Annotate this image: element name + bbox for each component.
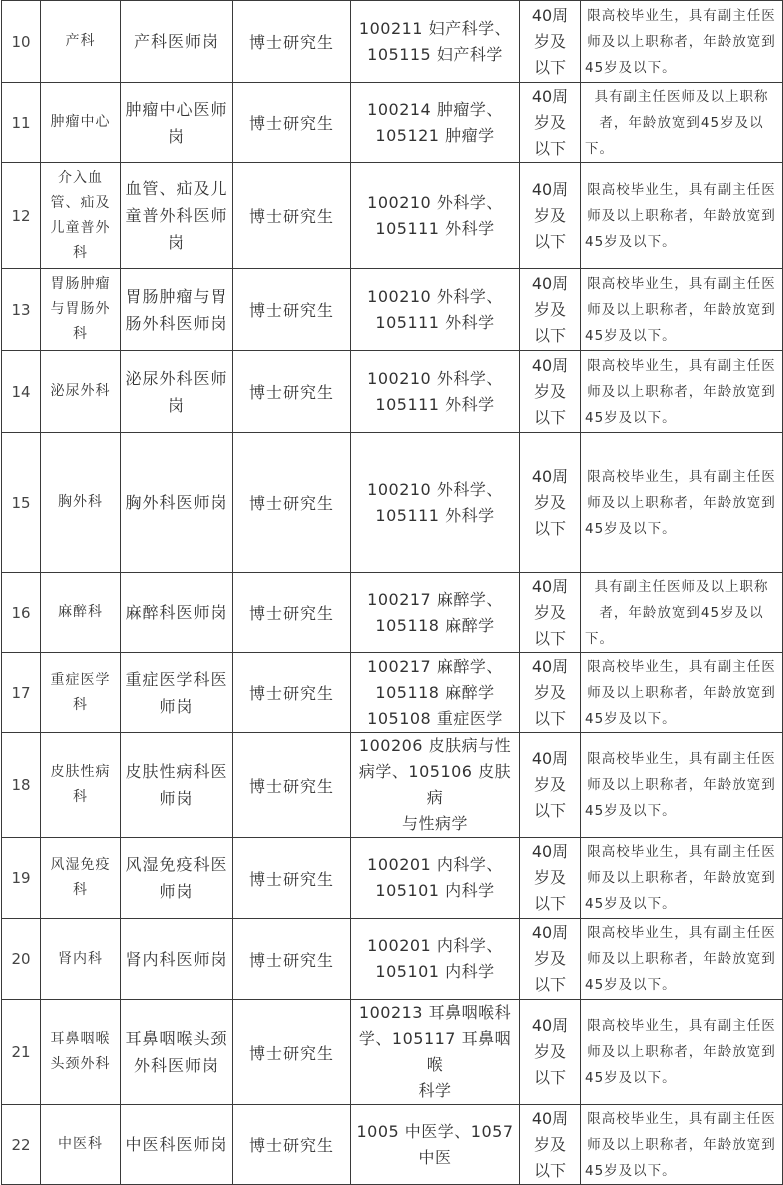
position-name-cell: [121, 1, 233, 83]
age-requirement-cell: [520, 573, 581, 653]
education-requirement-cell: [233, 351, 351, 433]
major-requirement-cell: [351, 733, 520, 838]
position-name: 血管、疝及儿童普外科医师岗: [125, 179, 228, 252]
row-number-cell: [2, 653, 41, 733]
education-requirement: 博士研究生: [248, 207, 334, 226]
department-name: 肾内科: [58, 950, 103, 967]
major-requirement: 100217 麻醉学、 105118 麻醉学: [367, 589, 503, 635]
position-name: 胃肠肿瘤与胃肠外科医师岗: [125, 286, 228, 333]
major-requirement-cell: [351, 1, 520, 83]
department-name-cell: [41, 733, 121, 838]
major-requirement-cell: [351, 1105, 520, 1185]
position-name: 肾内科医师岗: [125, 949, 228, 969]
position-name: 胸外科医师岗: [125, 493, 228, 512]
department-name-cell: [41, 838, 121, 919]
position-name: 皮肤性病科医师岗: [125, 762, 228, 808]
row-number-cell: [2, 351, 41, 433]
education-requirement: 博士研究生: [248, 776, 334, 796]
age-requirement-cell: [520, 1000, 581, 1105]
row-number: 20: [11, 950, 31, 968]
remarks: 限高校毕业生，具有副主任医师及以上职称者，年龄放宽到45岁及以下。: [585, 357, 776, 426]
education-requirement-cell: [233, 163, 351, 269]
table-row: [2, 1000, 783, 1105]
department-name: 皮肤性病科: [50, 764, 111, 805]
remarks: 限高校毕业生，具有副主任医师及以上职称者，年龄放宽到45岁及以下。: [585, 844, 776, 912]
position-name: 中医科医师岗: [125, 1135, 228, 1154]
table-row: [2, 733, 783, 838]
department-name: 麻醉科: [58, 604, 103, 620]
row-number-cell: [2, 1105, 41, 1185]
row-number-cell: [2, 919, 41, 1000]
age-requirement-cell: [520, 653, 581, 733]
position-name: 重症医学科医师岗: [125, 669, 228, 716]
remarks-cell: [581, 433, 783, 573]
department-name: 产科: [65, 33, 96, 49]
remarks-cell: [581, 573, 783, 653]
remarks-cell: [581, 1000, 783, 1105]
remarks: 具有副主任医师及以上职称者，年龄放宽到45岁及以下。: [585, 578, 769, 647]
department-name-cell: [41, 1105, 121, 1185]
education-requirement: 博士研究生: [248, 950, 334, 970]
major-requirement-cell: [351, 919, 520, 1000]
remarks-cell: [581, 653, 783, 733]
remarks-cell: [581, 733, 783, 838]
age-requirement-cell: [520, 83, 581, 163]
row-number: 18: [11, 776, 31, 794]
age-requirement: 40周 岁及 以下: [531, 656, 569, 728]
department-name-cell: [41, 1000, 121, 1105]
position-name-cell: [121, 83, 233, 163]
age-requirement: 40周 岁及 以下: [531, 923, 569, 994]
row-number: 15: [11, 493, 31, 512]
age-requirement: 40周 岁及 以下: [531, 273, 569, 345]
age-requirement: 40周 岁及 以下: [531, 86, 569, 158]
remarks: 限高校毕业生，具有副主任医师及以上职称者，年龄放宽到45岁及以下。: [585, 181, 776, 250]
table-row: [2, 163, 783, 269]
row-number: 11: [11, 113, 31, 132]
department-name-cell: [41, 269, 121, 351]
position-name-cell: [121, 919, 233, 1000]
remarks: 限高校毕业生，具有副主任医师及以上职称者，年龄放宽到45岁及以下。: [585, 925, 776, 993]
age-requirement-cell: [520, 351, 581, 433]
education-requirement-cell: [233, 733, 351, 838]
position-name-cell: [121, 1105, 233, 1185]
department-name: 介入血管、疝及儿童普外科: [50, 169, 111, 261]
row-number-cell: [2, 269, 41, 351]
major-requirement-cell: [351, 573, 520, 653]
row-number: 17: [11, 683, 31, 702]
age-requirement-cell: [520, 733, 581, 838]
remarks-cell: [581, 163, 783, 269]
education-requirement-cell: [233, 1, 351, 83]
position-name: 风湿免疫科医师岗: [125, 855, 228, 901]
education-requirement-cell: [233, 1000, 351, 1105]
major-requirement: 100211 妇产科学、 105115 妇产科学: [358, 18, 512, 64]
age-requirement: 40周 岁及 以下: [531, 5, 569, 77]
row-number-cell: [2, 1, 41, 83]
recruitment-table: [1, 0, 783, 1185]
row-number-cell: [2, 1000, 41, 1105]
age-requirement-cell: [520, 269, 581, 351]
row-number-cell: [2, 573, 41, 653]
major-requirement: 100214 肿瘤学、 105121 肿瘤学: [367, 99, 503, 145]
education-requirement-cell: [233, 573, 351, 653]
major-requirement-cell: [351, 351, 520, 433]
age-requirement-cell: [520, 163, 581, 269]
age-requirement: 40周 岁及 以下: [531, 576, 569, 648]
department-name-cell: [41, 433, 121, 573]
education-requirement: 博士研究生: [248, 1043, 334, 1063]
position-name-cell: [121, 653, 233, 733]
major-requirement-cell: [351, 269, 520, 351]
remarks: 限高校毕业生，具有副主任医师及以上职称者，年龄放宽到45岁及以下。: [585, 1018, 776, 1086]
age-requirement: 40周 岁及 以下: [531, 749, 569, 820]
department-name: 中医科: [58, 1136, 103, 1152]
table-row: [2, 838, 783, 919]
education-requirement: 博士研究生: [248, 301, 334, 320]
table-row: [2, 919, 783, 1000]
remarks: 限高校毕业生，具有副主任医师及以上职称者，年龄放宽到45岁及以下。: [585, 275, 776, 344]
row-number-cell: [2, 838, 41, 919]
major-requirement: 100210 外科学、 105111 外科学: [367, 192, 503, 238]
row-number-cell: [2, 433, 41, 573]
position-name-cell: [121, 573, 233, 653]
row-number-cell: [2, 733, 41, 838]
department-name-cell: [41, 919, 121, 1000]
row-number: 22: [11, 1135, 31, 1154]
remarks-cell: [581, 1105, 783, 1185]
row-number: 16: [11, 603, 31, 622]
remarks-cell: [581, 83, 783, 163]
row-number: 13: [11, 300, 31, 319]
department-name: 泌尿外科: [50, 383, 111, 399]
major-requirement-cell: [351, 163, 520, 269]
department-name-cell: [41, 163, 121, 269]
table-row: [2, 83, 783, 163]
education-requirement-cell: [233, 653, 351, 733]
education-requirement: 博士研究生: [248, 33, 334, 52]
education-requirement: 博士研究生: [248, 114, 334, 133]
department-name: 肿瘤中心: [50, 114, 111, 130]
position-name-cell: [121, 733, 233, 838]
age-requirement-cell: [520, 919, 581, 1000]
remarks: 限高校毕业生，具有副主任医师及以上职称者，年龄放宽到45岁及以下。: [585, 751, 776, 819]
remarks-cell: [581, 1, 783, 83]
remarks-cell: [581, 838, 783, 919]
age-requirement-cell: [520, 838, 581, 919]
major-requirement-cell: [351, 1000, 520, 1105]
table-row: [2, 1, 783, 83]
education-requirement-cell: [233, 919, 351, 1000]
table-row: [2, 351, 783, 433]
major-requirement: 100210 外科学、 105111 外科学: [367, 286, 503, 332]
education-requirement-cell: [233, 269, 351, 351]
major-requirement: 100210 外科学、 105111 外科学: [367, 368, 503, 414]
major-requirement: 100213 耳鼻咽喉科 学、105117 耳鼻咽喉 科学: [358, 1003, 512, 1100]
major-requirement: 100210 外科学、 105111 外科学: [367, 479, 503, 525]
education-requirement: 博士研究生: [248, 494, 334, 513]
table-row: [2, 573, 783, 653]
row-number: 21: [11, 1043, 31, 1061]
age-requirement: 40周 岁及 以下: [531, 1016, 569, 1087]
position-name: 麻醉科医师岗: [125, 603, 228, 622]
age-requirement-cell: [520, 433, 581, 573]
major-requirement-cell: [351, 433, 520, 573]
major-requirement: 100206 皮肤病与性 病学、105106 皮肤病 与性病学: [358, 736, 512, 833]
education-requirement: 博士研究生: [248, 1136, 334, 1155]
department-name-cell: [41, 573, 121, 653]
table-row: [2, 1105, 783, 1185]
age-requirement: 40周 岁及 以下: [531, 179, 569, 251]
department-name-cell: [41, 83, 121, 163]
position-name: 泌尿外科医师岗: [125, 368, 228, 415]
major-requirement-cell: [351, 83, 520, 163]
department-name: 耳鼻咽喉头颈外科: [50, 1031, 111, 1072]
education-requirement-cell: [233, 83, 351, 163]
major-requirement: 100217 麻醉学、 105118 麻醉学 105108 重症医学: [367, 656, 503, 728]
position-name-cell: [121, 163, 233, 269]
row-number: 19: [11, 869, 31, 887]
age-requirement-cell: [520, 1105, 581, 1185]
table-row: [2, 433, 783, 573]
major-requirement-cell: [351, 838, 520, 919]
department-name-cell: [41, 653, 121, 733]
age-requirement: 40周 岁及 以下: [531, 1108, 569, 1180]
position-name-cell: [121, 433, 233, 573]
row-number: 12: [11, 206, 31, 225]
department-name-cell: [41, 1, 121, 83]
row-number-cell: [2, 163, 41, 269]
age-requirement: 40周 岁及 以下: [531, 466, 569, 538]
position-name-cell: [121, 269, 233, 351]
position-name-cell: [121, 1000, 233, 1105]
department-name-cell: [41, 351, 121, 433]
remarks-cell: [581, 919, 783, 1000]
remarks: 具有副主任医师及以上职称者，年龄放宽到45岁及以下。: [585, 88, 769, 157]
table-row: [2, 269, 783, 351]
department-name: 风湿免疫科: [50, 857, 111, 898]
major-requirement: 100201 内科学、 105101 内科学: [367, 855, 503, 900]
position-name-cell: [121, 351, 233, 433]
major-requirement-cell: [351, 653, 520, 733]
department-name: 胸外科: [58, 494, 103, 510]
education-requirement-cell: [233, 838, 351, 919]
age-requirement-cell: [520, 1, 581, 83]
department-name: 胃肠肿瘤与胃肠外科: [50, 276, 111, 342]
remarks: 限高校毕业生，具有副主任医师及以上职称者，年龄放宽到45岁及以下。: [585, 7, 776, 76]
department-name: 重症医学科: [50, 671, 111, 713]
major-requirement: 100201 内科学、 105101 内科学: [367, 936, 503, 981]
remarks: 限高校毕业生，具有副主任医师及以上职称者，年龄放宽到45岁及以下。: [585, 658, 776, 727]
remarks-cell: [581, 269, 783, 351]
position-name: 肿瘤中心医师岗: [125, 99, 228, 146]
remarks-cell: [581, 351, 783, 433]
position-name: 产科医师岗: [133, 32, 219, 51]
row-number: 10: [11, 32, 31, 51]
education-requirement-cell: [233, 433, 351, 573]
education-requirement: 博士研究生: [248, 604, 334, 623]
education-requirement: 博士研究生: [248, 869, 334, 889]
position-name: 耳鼻咽喉头颈外科医师岗: [125, 1029, 228, 1075]
age-requirement: 40周 岁及 以下: [531, 355, 569, 427]
position-name-cell: [121, 838, 233, 919]
table-body: [2, 1, 783, 1185]
table-row: [2, 653, 783, 733]
age-requirement: 40周 岁及 以下: [531, 842, 569, 913]
major-requirement: 1005 中医学、1057 中医: [356, 1121, 514, 1167]
remarks: 限高校毕业生，具有副主任医师及以上职称者，年龄放宽到45岁及以下。: [585, 1110, 776, 1179]
row-number-cell: [2, 83, 41, 163]
education-requirement-cell: [233, 1105, 351, 1185]
education-requirement: 博士研究生: [248, 684, 334, 703]
row-number: 14: [11, 382, 31, 401]
remarks: 限高校毕业生，具有副主任医师及以上职称者，年龄放宽到45岁及以下。: [585, 468, 776, 537]
education-requirement: 博士研究生: [248, 383, 334, 402]
